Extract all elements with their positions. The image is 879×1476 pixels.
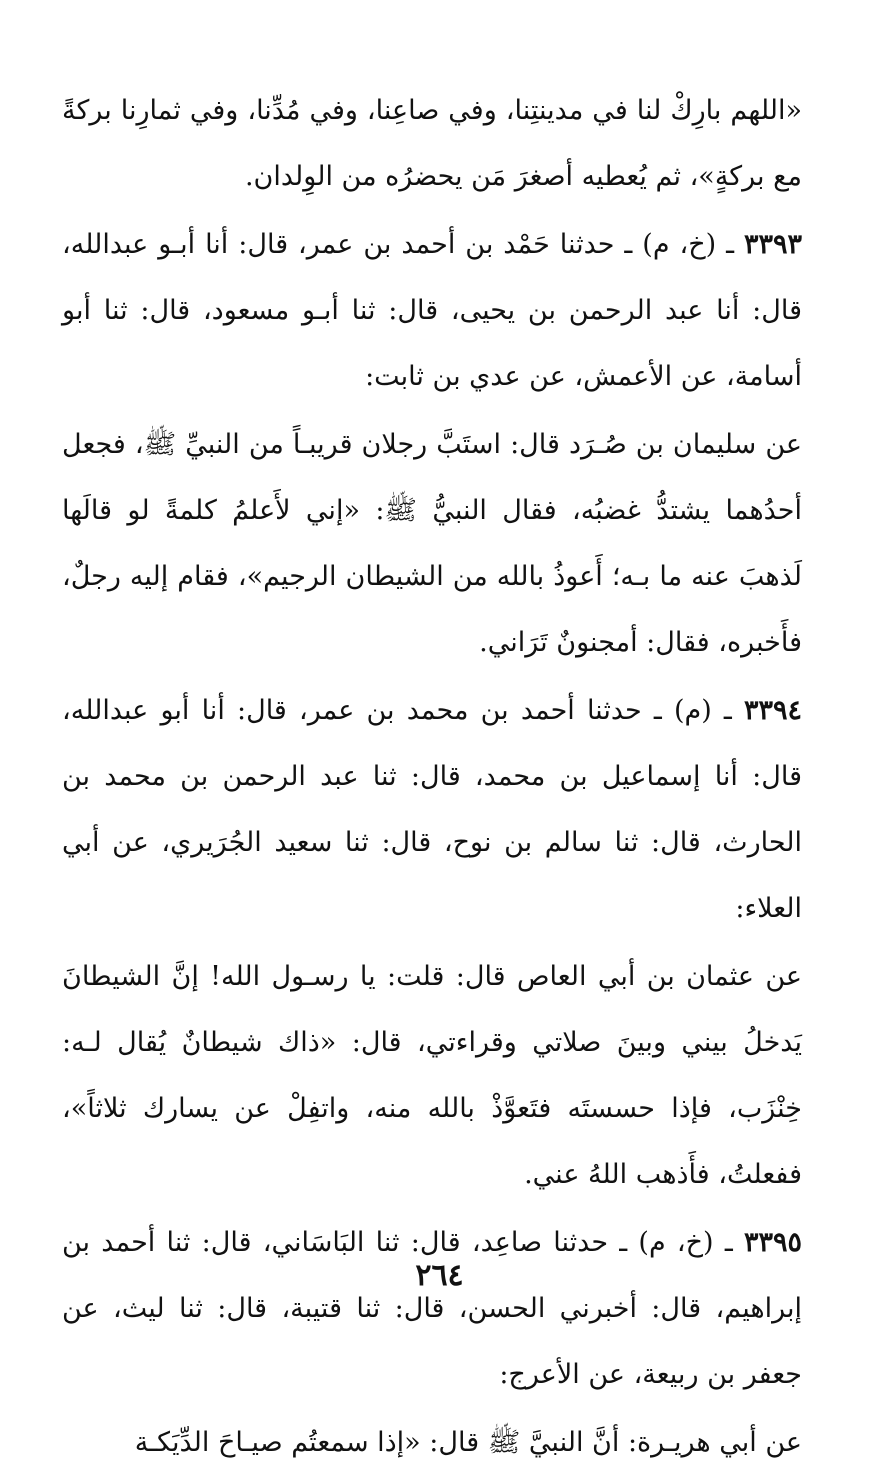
- hadith-text-3393: عن سليمان بن صُـرَد قال: استَبَّ رجلان قريبـاً من النبيِّ ﷺ، فجعل أحدُهما يشتدُّ غضبُه، فقال النبيُّ ﷺ: «إني لأَعلمُ كلمةً لو قالَها لَذهبَ عنه ما بـه؛ أَعوذُ بالله من الشيطان الرجيم»، فقام إليه رجلٌ، فأَخبره، فقال: أمجنونٌ تَرَاني.: [62, 429, 802, 658]
- hadith-chain-text: ـ (خ، م) ـ حدثنا صاعِد، قال: ثنا البَاسَاني، قال: ثنا أحمد بن إبراهيم، قال: أخبرني الحسن، قال: ثنا قتيبة، قال: ثنا ليث، عن جعفر بن ربيعة، عن الأعرج:: [62, 1227, 802, 1390]
- hadith-chain-3395: [62, 1210, 802, 1408]
- hadith-chain-3394: [62, 678, 802, 942]
- hadith-number: ٣٣٩٤: [743, 695, 802, 726]
- hadith-chain-text: ـ (م) ـ حدثنا أحمد بن محمد بن عمر، قال: أنا أبو عبدالله، قال: أنا إسماعيل بن محمد، قال: ثنا عبد الرحمن بن محمد بن الحارث، قال: ثنا سالم بن نوح، قال: ثنا سعيد الجُرَيري، عن أبي العلاء:: [62, 695, 802, 924]
- hadith-number: ٣٣٩٥: [743, 1227, 802, 1258]
- page-body: [62, 78, 802, 1458]
- hadith-text-3394: عن عثمان بن أبي العاص قال: قلت: يا رسـول الله! إنَّ الشيطانَ يَدخلُ بيني وبينَ صلاتي وقراءتي، قال: «ذاك شيطانٌ يُقال لـه: خِنْزَب، فإذا حسستَه فتَعوَّذْ بالله منه، واتفِلْ عن يسارك ثلاثاً»، ففعلتُ، فأَذهب اللهُ عني.: [62, 961, 802, 1190]
- page-number: ٢٦٤: [415, 1258, 464, 1293]
- hadith-chain-3393: [62, 212, 802, 410]
- hadith-text-3395: عن أبي هريـرة: أنَّ النبيَّ ﷺ قال: «إذا سمعتُم صيـاحَ الدِّيَكـة: [134, 1427, 802, 1458]
- paragraph-continuation: «اللهم بارِكْ لنا في مدينتِنا، وفي صاعِنا، وفي مُدِّنا، وفي ثمارِنا بركةً مع بركةٍ»، ثم يُعطيه أصغرَ مَن يحضرُه من الوِلدان.: [62, 95, 802, 192]
- hadith-number: ٣٣٩٣: [743, 229, 802, 260]
- hadith-chain-text: ـ (خ، م) ـ حدثنا حَمْد بن أحمد بن عمر، قال: أنا أبـو عبدالله، قال: أنا عبد الرحمن بن يحيى، قال: ثنا أبـو مسعود، قال: ثنا أبو أسامة، عن الأعمش، عن عدي بن ثابت:: [62, 229, 802, 392]
